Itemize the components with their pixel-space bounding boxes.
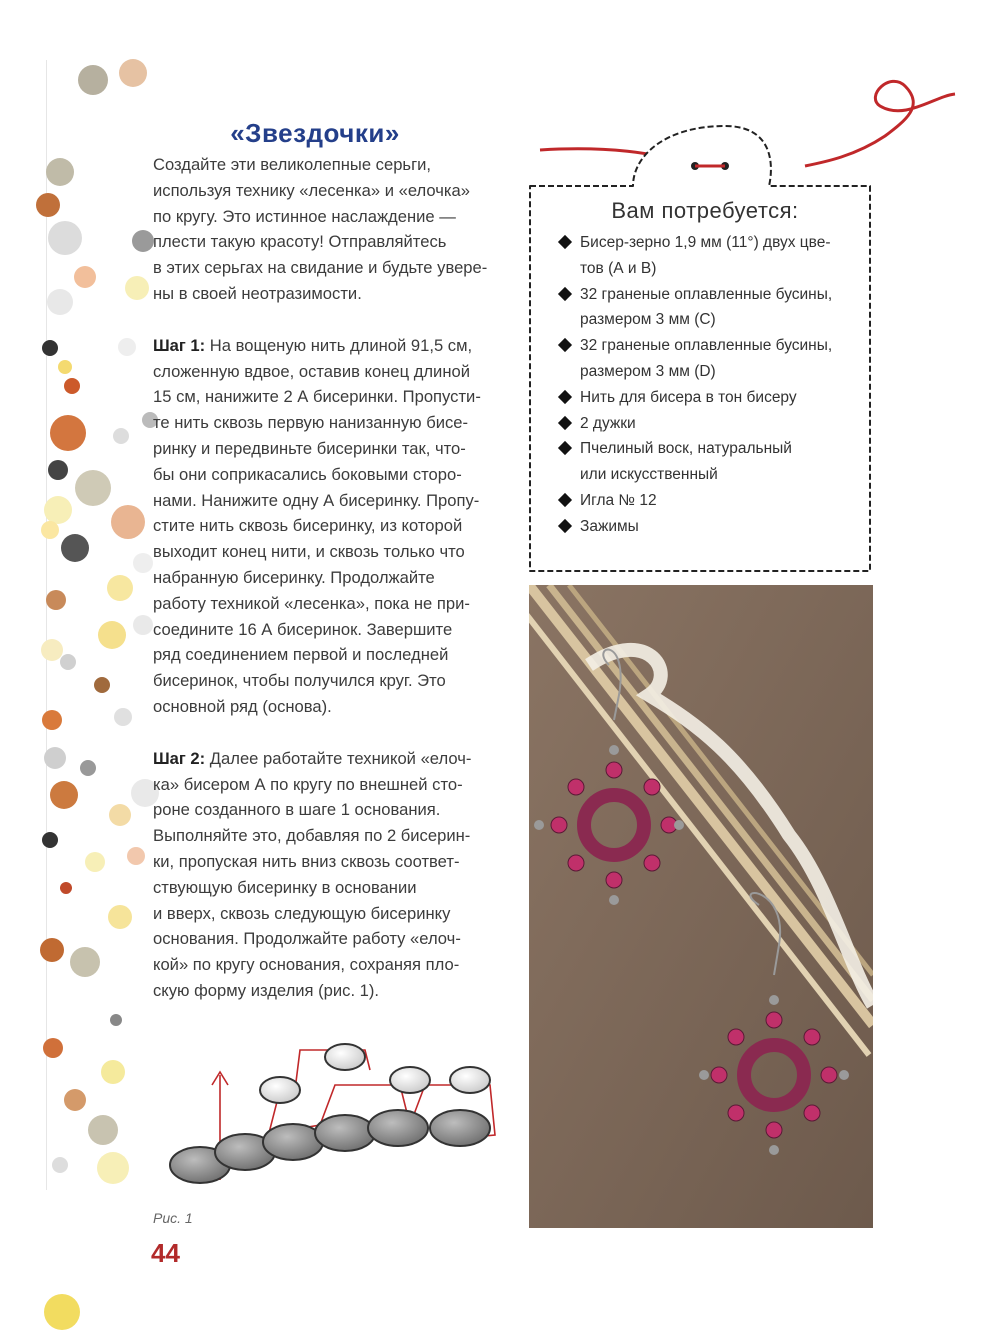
step1-line: работу техникой «лесенка», пока не при- [153,593,470,613]
step1-line: стите нить сквозь бисеринку, из которой [153,516,463,536]
materials-item-text: 32 граненые оплавленные бусины, размером 3 мм (C) [580,285,833,329]
materials-item-text: Бисер-зерно 1,9 мм (11°) двух цве- тов (А и В) [580,234,831,277]
black-diamond-icon [558,390,572,404]
herringbone-beads [260,1044,490,1103]
step1-line: основной ряд (основа). [153,696,332,716]
step2-line: ки, пропуская нить вниз сквозь соответ- [153,851,460,871]
step2-line: и вверх, сквозь следующую бисеринку [153,903,451,923]
step1-line: бы они соприкасались боковыми сторо- [153,464,462,484]
intro-line: Создайте эти великолепные серьги, [153,155,432,174]
materials-item [560,411,860,437]
step1-line: сложенную вдвое, оставив конец длиной [153,361,470,381]
black-diamond-icon [558,519,572,533]
earrings-photo [529,585,873,1228]
base-row-beads [170,1110,490,1183]
step1-line: ринку и передвиньте бисеринки так, что- [153,438,466,458]
step2-line: ка» бисером А по кругу по внешней сто- [153,774,463,794]
intro-line: ны в своей неотразимости. [153,283,362,303]
materials-list [560,230,860,540]
materials-item [560,282,860,334]
black-diamond-icon [558,441,572,455]
black-diamond-icon [558,287,572,301]
step2-line: кой» по кругу основания, сохраняя пло- [153,955,460,975]
step1-line: ряд соединением первой и последней [153,645,449,665]
materials-item [560,514,860,540]
step1-line: нами. Нанижите одну А бисеринку. Пропу- [153,490,480,510]
materials-item [560,436,860,488]
step1-line: соедините 16 А бисеринок. Завершите [153,619,453,639]
materials-item [560,488,860,514]
step2-line: роне созданного в шаге 1 основания. [153,800,441,820]
step2-line: основания. Продолжайте работу «елоч- [153,929,461,949]
step2-paragraph [153,746,503,1004]
step2-label: Шаг 2: [153,748,206,768]
step1-paragraph [153,333,503,720]
step2-first-line [153,746,503,772]
intro-line: по кругу. Это истинное наслаждение — [153,206,456,226]
step1-line: бисеринок, чтобы получился круг. Это [153,671,446,691]
black-diamond-icon [558,493,572,507]
step1-line: набранную бисеринку. Продолжайте [153,567,435,587]
materials-item-text: 2 дужки [580,414,636,432]
step1-label: Шаг 1: [153,335,206,355]
figure-caption: Рис. 1 [153,1210,193,1226]
materials-item-text: Игла № 12 [580,491,657,509]
article-title: «Звездочки» [230,118,400,148]
page-number: 44 [151,1238,180,1268]
materials-title: Вам потребуется: [611,198,799,223]
step2-line: ствующую бисеринку в основании [153,877,417,897]
materials-item-text: Нить для бисера в тон бисеру [580,388,797,406]
step2-line: скую форму изделия (рис. 1). [153,980,380,1000]
black-diamond-icon [558,338,572,352]
intro-line: плести такую красоту! Отправляйтесь [153,232,447,252]
materials-item [560,333,860,385]
step2-line: Далее работайте техникой «елоч- [205,748,472,768]
intro-line: в этих серьгах на свидание и будьте увере- [153,258,488,278]
materials-item [560,385,860,411]
step1-line: выходит конец нити, и сквозь только что [153,542,465,562]
materials-item-text: Пчелиный воск, натуральный или искусственный [580,440,792,484]
step2-line: Выполняйте это, добавляя по 2 бисерин- [153,826,471,846]
bead-diagram-figure [160,1030,510,1205]
black-diamond-icon [558,235,572,249]
intro-line: используя технику «лесенка» и «елочка» [153,180,470,200]
materials-item-text: Зажимы [580,517,639,535]
black-diamond-icon [558,416,572,430]
article-body [153,152,503,1030]
materials-item [560,230,860,282]
materials-item-text: 32 граненые оплавленные бусины, размером 3 мм (D) [580,337,833,380]
step1-line: На вощеную нить длиной 91,5 см, [205,335,473,355]
step1-first-line [153,333,503,359]
intro-paragraph [153,152,503,307]
step1-line: 15 см, нанижите 2 А бисеринки. Пропусти- [153,387,481,407]
step1-line: те нить сквозь первую нанизанную бисе- [153,413,469,433]
